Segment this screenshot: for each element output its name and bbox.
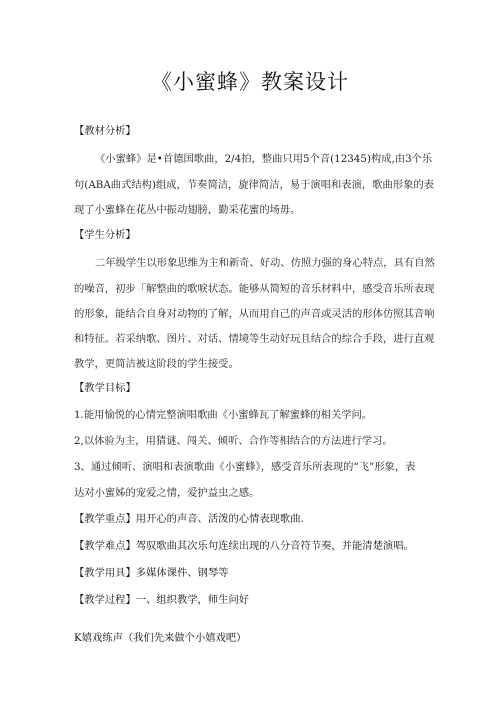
key-point-line: 【教学重点】用开心的声音、活泼的心情表现歌曲. xyxy=(74,513,304,525)
objective-line: 达对小蜜姊的宠爱之情，爱护益虫之感。 xyxy=(74,487,260,499)
paragraph-line: 的形象，能结合自身对动物的了解，从而用自己的声音或灵活的形体仿照其音响 xyxy=(74,308,435,320)
difficulty-line: 【教学难点】驾驭歌曲其次乐句连续出现的八分音符节奏，并能清楚演唱。 xyxy=(74,540,414,552)
warmup-line: K嬉戏练声（我们先来做个小嬉戏吧） xyxy=(74,632,247,644)
paragraph-line: 句(ABA曲式结构)组成，节奏简洁，旋律简洁，易于演唱和表演，歌曲形象的表 xyxy=(74,179,434,191)
paragraph-line: 现了小蜜蜂在花丛中振动翅膀，勤采花蜜的场毋。 xyxy=(74,204,301,216)
paragraph-line: 的噪音，初步「解整曲的歌唳状态。能够从简短的音乐材料中，感受音乐所表现 xyxy=(74,283,435,295)
paragraph-line: 二年级学生以形象思维为主和新奇、好动、仿照力强的身心特点，具有自然 xyxy=(95,257,435,269)
tools-line: 【教学用具】多媒体课件、钢琴等 xyxy=(74,567,229,579)
document-title: 《小蜜蜂》教案设计 xyxy=(151,70,349,94)
paragraph-line: 教学，更简洁被这阶段的学生接受。 xyxy=(74,358,239,370)
process-line: 【教学过程】一、组织教学，师生问好 xyxy=(74,594,250,606)
section-heading-material-analysis: 【教材分析】 xyxy=(74,125,136,137)
objective-line: 3、通过倾听、演唱和表演歌曲《小蜜蜂》，感受音乐所表现的“飞”形象，表 xyxy=(74,461,416,473)
objective-line: 1.能用愉悦的心情完整演唱歌曲《小蜜蜂瓦了解蜜蜂的相关学问。 xyxy=(74,409,373,421)
section-heading-objectives: 【教学目标】 xyxy=(74,382,136,394)
paragraph-line: 《小蜜蜂》是•首德国歌曲，2/4拍，整曲只用5个音(12345)构成,由3个乐 xyxy=(95,153,433,165)
objective-line: 2,以体验为主，用猜谜、闯关、倾听、合作等相结合的方法进行学习。 xyxy=(74,435,393,447)
paragraph-line: 和特征。若采纳歌、图片、对话、情境等生动好玩且结合的综合手段，进行直观 xyxy=(74,333,435,345)
section-heading-student-analysis: 【学生分析】 xyxy=(74,229,136,241)
